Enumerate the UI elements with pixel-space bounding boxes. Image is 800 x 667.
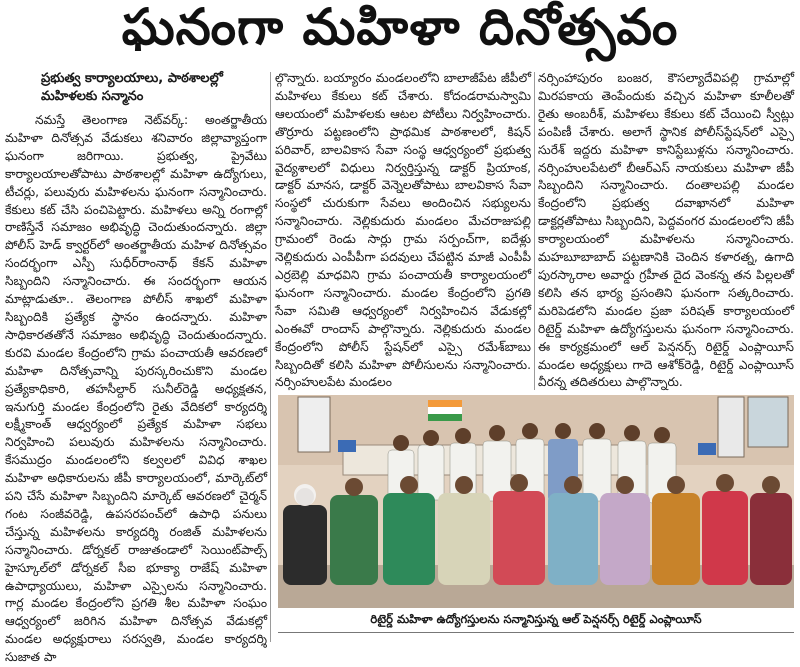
article-paragraph: నర్సింహాపురం బంజర, కౌసల్యాదేవిపల్లి గ్రామాల్లో మిరపకాయ తెంపేందుకు వచ్చిన మహిళా కూలీలతో రైతు అంబరీశ్‌, మహిళలు కేకులు కట్‌ చేయించి స్వీట్లు పంపిణీ చేశారు. అలాగే స్థానిక పోలీస్‌స్టేషన్‌లో ఎస్సై సురేశ్‌ ఇద్దరు మహిళా కానిస్టేబుళ్లను సన్మానించారు. నర్సింహులపేటలో బీఆర్‌ఎస్‌ నాయకులు మహిళా జీపీ సిబ్బందిని సన్మానించారు. దంతాలపల్లి మండల కేంద్రంలోని ప్రభుత్వ దవాఖానలో మహిళా డాక్టర్లతోపాటు సిబ్బందిని, పెద్దవంగర మండలంలోని జీపీ కార్యాలయంలో మహిళలను సన్మానించారు. మహబూబాబాద్‌ పట్టణానికి చెందిన కళారత్న, ఉగాది పురస్కారాల అవార్డు గ్రహీత దైద వెంకన్న తన పిల్లలతో కలిసి తన భార్య ప్రసంతిని ఘనంగా సత్కరించారు. మరిపెడలోని మండల ప్రజా పరిషత్‌ కార్యాలయంలో రిటైర్డ్‌ మహిళా ఉద్యోగస్తులను ఘనంగా సన్మానించారు. ఈ కార్యక్రమంలో ఆల్‌ పెన్షనర్స్‌ రిటైర్డ్‌ ఎంప్లాయీస్‌ మండల అధ్యక్షులు గాదె ఆశోక్‌రెడ్డి, రిటైర్డ్‌ ఎంప్లాయీస్‌ వీరన్న తదితరులు పాల్గొన్నారు.: [538, 71, 795, 390]
article-paragraph: ల్గొన్నారు. బయ్యారం మండలంలోని బాలాజీపేట జీపీలో మహిళలు కేకులు కట్‌ చేశారు. కోదండరామస్వామి ఆలయంలో మహిళలకు ఆటల పోటీలు నిర్వహించారు. తొర్రూరు పట్టణంలోని ప్రాథమిక పాఠశాలలో, కిషన్‌ పరివార్‌, బాలవికాస సేవా సంస్థ ఆధ్వర్యంలో ప్రభుత్వ వైద్యశాలలో విధులు నిర్వర్తిస్తున్న డాక్టర్‌ ప్రియాంక, డాక్టర్‌ మానస, డాక్టర్‌ వెన్నెలతోపాటు బాలవికాస సేవా సంస్థలో చురుకుగా సేవలు అందించిన సభ్యులను సన్మానించారు. నెల్లికుదురు మండలం మేచరాజుపల్లి గ్రామంలో రెండు సార్లు గ్రామ సర్పంచ్‌గా, ఐదేళ్లు నెల్లికుదురు ఎంపీపీగా పదవులు చేపట్టిన మాజీ ఎంపీపీ ఎర్రబెల్లి మాధవిని గ్రామ పంచాయతీ కార్యాలయంలో ఘనంగా సన్మానించారు. మండల కేంద్రంలోని ప్రగతి సేవా సమితి ఆధ్వర్యంలో నిర్వహించిన వేడుకల్లో ఎంఈవో రాందాస్‌ పాల్గొన్నారు. నెల్లికుదురు మండల కేంద్రంలోని పోలీస్‌ స్టేషన్‌లో ఎస్సై రమేశ్‌బాబు సిబ్బందితో కలిసి మహిళా పోలీసులను సన్మానించారు. నర్సింహులపేట మండలం: [275, 71, 531, 390]
photo-caption: రిటైర్డ్‌ మహిళా ఉద్యోగస్తులను సన్మానిస్తున్న ఆల్‌ పెన్షనర్స్‌ రిటైర్డ్‌ ఎంప్లాయీస్‌: [370, 612, 702, 626]
subheadline-line-1: ప్రభుత్వ కార్యాలయాలు, పాఠశాలల్లో: [41, 71, 223, 86]
article-column-3: [538, 70, 794, 390]
subheadline-line-2: మహిళలకు సన్మానం: [41, 89, 144, 104]
news-photo: [278, 395, 794, 608]
subheadline: [5, 70, 267, 106]
article-paragraph: నమస్తే తెలంగాణ నెట్‌వర్క్‌: అంతర్జాతీయ మహిళా దినోత్సవ వేడుకలు శనివారం జిల్లావ్యాప్తంగా ఘనంగా జరిగాయి. ప్రభుత్వ, ప్రైవేటు కార్యాలయాలతోపాటు పాఠశాలల్లో మహిళా ఉద్యోగులు, టీచర్లు, పలువురు మహిళలను ఘనంగా సన్మానించారు. కేకులు కట్‌ చేసి పంచిపెట్టారు. మహిళలు అన్ని రంగాల్లో రాణిస్తేనే సమాజం అభివృద్ధి చెందుతుందన్నారు. జిల్లా పోలీస్‌ హెడ్‌ క్వార్టర్‌లో అంతర్జాతీయ మహిళ దినోత్సవం సందర్భంగా ఎస్పీ సుధీర్‌రాంనాథ్‌ కేకన్‌ మహిళా సిబ్బందిని సన్మానించారు. ఈ సందర్భంగా ఆయన మాట్లాడుతూ.. తెలంగాణ పోలీస్‌ శాఖలో మహిళా సిబ్బందికి ప్రత్యేక స్థానం ఉందన్నారు. మహిళా సాధికారతతోనే సమాజం అభివృద్ధి చెందుతుందన్నారు. కురవి మండల కేంద్రంలోని గ్రామ పంచాయతీ ఆవరణలో మహిళా దినోత్సవాన్ని పురస్కరించుకొని మండల ప్రత్యేకాధికారి, తహసీల్దార్‌ సునీల్‌రెడ్డి అధ్యక్షతన, ఇనుగుర్తి మండల కేంద్రంలోని రైతు వేదికలో కార్యదర్శి లక్ష్మీకాంత్‌ ఆధ్వర్యంలో ప్రత్యేక మహిళా సభలు నిర్వహించి పలువురు మహిళలను సన్మానించారు. కేసముద్రం మండలంలోని కల్వలలో వివిధ శాఖల మహిళా అధికారులను జీపీ కార్యాలయంలో, మార్కెట్‌లో పని చేసే మహిళా సిబ్బందిని మార్కెట్‌ ఆవరణలో చైర్మన్‌ గంట సంజీవరెడ్డి, ఉపసరపంచ్‌లో ఉపాధి పనులు చేస్తున్న మహిళలను కార్యదర్శి రంజిత్‌ మహిళలను సన్మానించారు. డోర్నకల్‌ రాజుతండాలో సెయింట్‌పాల్స్‌ హైస్కూల్‌లో డోర్నకల్‌ సీఐ భూక్యా రాజేష్‌ మహిళా ఉపాధ్యాయులు, మహిళా ఎస్సైలను సన్మానించారు. గార్ల మండల కేంద్రంలోని ప్రగతి శీల మహిళా సంఘం ఆధ్వర్యంలో జరిగిన మహిళా దినోత్సవ వేడుకల్లో మండల అధ్యక్షురాలు సరస్వతి, మండల కార్యదర్శి సుజాత పా: [5, 113, 267, 665]
group-photo-illustration: [278, 395, 794, 608]
caption-rule: [278, 632, 794, 633]
article-column-2: [275, 70, 531, 390]
article-column-1: [5, 70, 267, 665]
headline: ఘనంగా మహిళా దినోత్సవం: [121, 0, 679, 56]
column-divider: [534, 72, 535, 390]
column-divider: [270, 72, 271, 642]
